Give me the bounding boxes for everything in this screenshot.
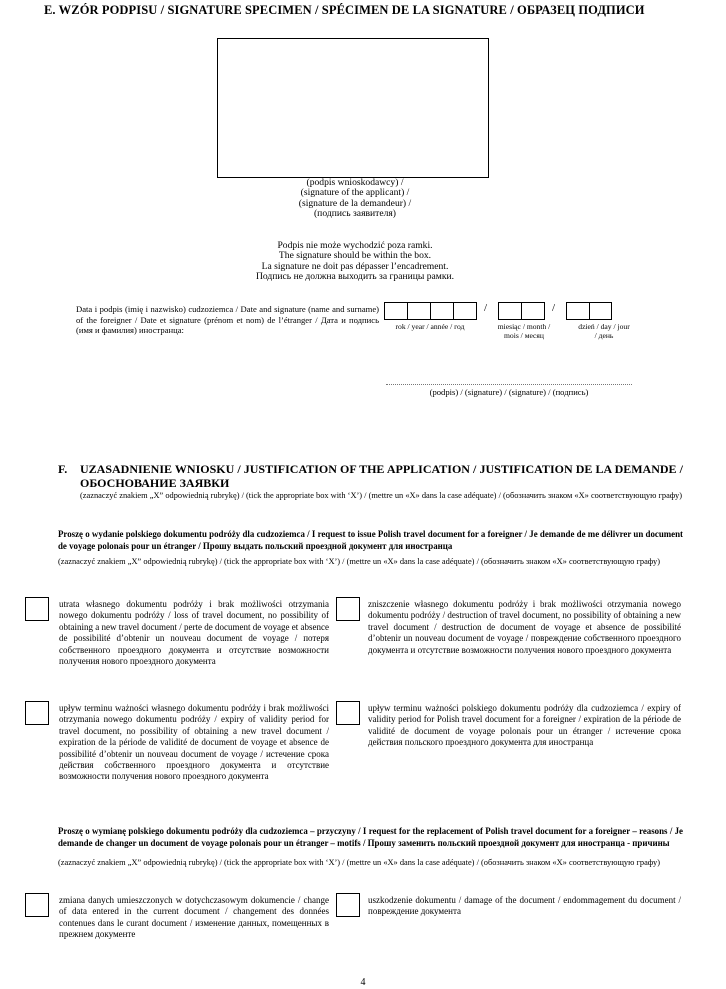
caption-line: (подпись заявителя) xyxy=(313,208,396,220)
day-digit-1[interactable] xyxy=(566,302,589,320)
instruction-line: The signature should be within the box. xyxy=(278,250,432,262)
year-caption: rok / year / année / год xyxy=(395,322,465,331)
option-expiry-own-text: upływ terminu ważności własnego dokumentu podróży i brak możliwości otrzymania nowego dokumentu podróży / expiry of validity period for travel document, no possibility of obtaining a new travel document / expiration de la période de validité de document de voyage et absence de possibilité d’obtenir un nouveau document de voyage / истечение срока действия собственного проездного документа и отсутствие возможности получения нового проездного документа xyxy=(59,703,329,782)
option-expiry-polish-text: upływ terminu ważności polskiego dokumentu podróży dla cudzoziemca / expiry of validity period for Polish travel document for a foreigner / expiration de la période de validité de document de voyage polonais pour un étranger / истечение срока действия польского проездного документа для иностранца xyxy=(368,703,681,748)
section-f-note: (zaznaczyć znakiem „X” odpowiednią rubrykę) / (tick the appropriate box with ‘X’) / (mettre un «X» dans la case adéquate) / (обозначить знаком «X» соответствующую графу) xyxy=(80,491,682,500)
checkbox-damage[interactable] xyxy=(336,893,360,917)
year-digit-2[interactable] xyxy=(407,302,430,320)
issue-request-note: (zaznaczyć znakiem „X” odpowiednią rubrykę) / (tick the appropriate box with ‘X’) / (mettre un «X» dans la case adéquate) / (обозначить знаком «X» соответствующую графу) xyxy=(58,557,660,566)
replace-request-note: (zaznaczyć znakiem „X” odpowiednią rubrykę) / (tick the appropriate box with ‘X’) / (mettre un «X» dans la case adéquate) / (обозначить знаком «X» соответствующую графу) xyxy=(58,858,660,867)
signature-box[interactable] xyxy=(217,38,489,178)
issue-request-heading: Proszę o wydanie polskiego dokumentu podróży dla cudzoziemca / I request to issue Polish travel document for a foreigner / Je demande de me délivrer un document de voyage polonais pour un étranger / Прошу выдать польский проездной документ для иностранца xyxy=(58,529,683,551)
caption-line: (podpis wnioskodawcy) / xyxy=(306,177,404,188)
checkbox-expiry-own[interactable] xyxy=(25,701,49,725)
signature-box-caption xyxy=(200,178,510,220)
section-f-letter: F. xyxy=(58,462,68,476)
signature-line[interactable] xyxy=(386,384,632,385)
month-digit-2[interactable] xyxy=(521,302,544,320)
date-signature-label: Data i podpis (imię i nazwisko) cudzoziemca / Date and signature (name and surname) of the foreigner / Date et signature (prénom et nom) de l’étranger / Дата и подпись (имя и фамилия) иностранца: xyxy=(76,304,379,335)
month-caption: miesiąc / month / mois / месяц xyxy=(497,322,551,341)
instruction-line: La signature ne doit pas dépasser l’encadrement. xyxy=(261,260,449,272)
section-f-heading: UZASADNIENIE WNIOSKU / JUSTIFICATION OF THE APPLICATION / JUSTIFICATION DE LA DEMANDE / ОБОСНОВАНИЕ ЗАЯВКИ xyxy=(80,462,683,490)
caption-line: (signature of the applicant) / xyxy=(300,187,410,199)
instruction-line: Podpis nie może wychodzić poza ramki. xyxy=(277,240,433,251)
date-separator: / xyxy=(476,302,498,320)
signature-line-caption: (podpis) / (signature) / (signature) / (подпись) xyxy=(429,387,589,397)
year-digit-4[interactable] xyxy=(453,302,476,320)
checkbox-expiry-polish[interactable] xyxy=(336,701,360,725)
replace-request-heading: Proszę o wymianę polskiego dokumentu podróży dla cudzoziemca – przyczyny / I request for the replacement of Polish travel document for a foreigner – reasons / Je demande de changer un document de voyage polonais pour un étranger – motifs / Прошу заменить польский проездной документ для иностранца - причины xyxy=(58,826,683,848)
checkbox-change-data[interactable] xyxy=(25,893,49,917)
day-caption: dzień / day / jour / день xyxy=(578,322,630,341)
month-digit-1[interactable] xyxy=(498,302,521,320)
checkbox-destruction[interactable] xyxy=(336,597,360,621)
page-number: 4 xyxy=(360,977,366,988)
caption-line: (signature de la demandeur) / xyxy=(298,197,412,209)
option-damage-text: uszkodzenie dokumentu / damage of the document / endommagement du document / повреждение документа xyxy=(368,895,681,917)
day-digit-2[interactable] xyxy=(589,302,612,320)
checkbox-loss[interactable] xyxy=(25,597,49,621)
date-separator: / xyxy=(544,302,566,320)
option-loss-text: utrata własnego dokumentu podróży i brak możliwości otrzymania nowego dokumentu podróży / loss of travel document, no possibility of obtaining a new travel document / perte de document de voyage et absence de possibilité d’obtenir un nouveau document de voyage / потеря собственного проездного документа и отсутствие возможности получения нового проездного документа xyxy=(59,599,329,667)
year-digit-3[interactable] xyxy=(430,302,453,320)
option-change-data-text: zmiana danych umieszczonych w dotychczasowym dokumencie / change of data entered in the current document / changement des données contenues dans le curant document / изменение данных, помещенных в прежнем документе xyxy=(59,895,329,940)
year-digit-1[interactable] xyxy=(384,302,407,320)
signature-instructions xyxy=(200,241,510,283)
instruction-line: Подпись не должна выходить за границы рамки. xyxy=(255,271,455,283)
section-e-heading: E. WZÓR PODPISU / SIGNATURE SPECIMEN / SPÉCIMEN DE LA SIGNATURE / ОБРАЗЕЦ ПОДПИСИ xyxy=(44,3,645,17)
option-destruction-text: zniszczenie własnego dokumentu podróży i brak możliwości otrzymania nowego dokumentu podróży / destruction of travel document, no possibility of obtaining a new travel document / destruction de document de voyage et absence de possibilité d’obtenir un nouveau document de voyage / повреждение собственного проездного документа и отсутствие возможности получения нового проездного документа xyxy=(368,599,681,655)
date-input-cells xyxy=(384,302,612,320)
